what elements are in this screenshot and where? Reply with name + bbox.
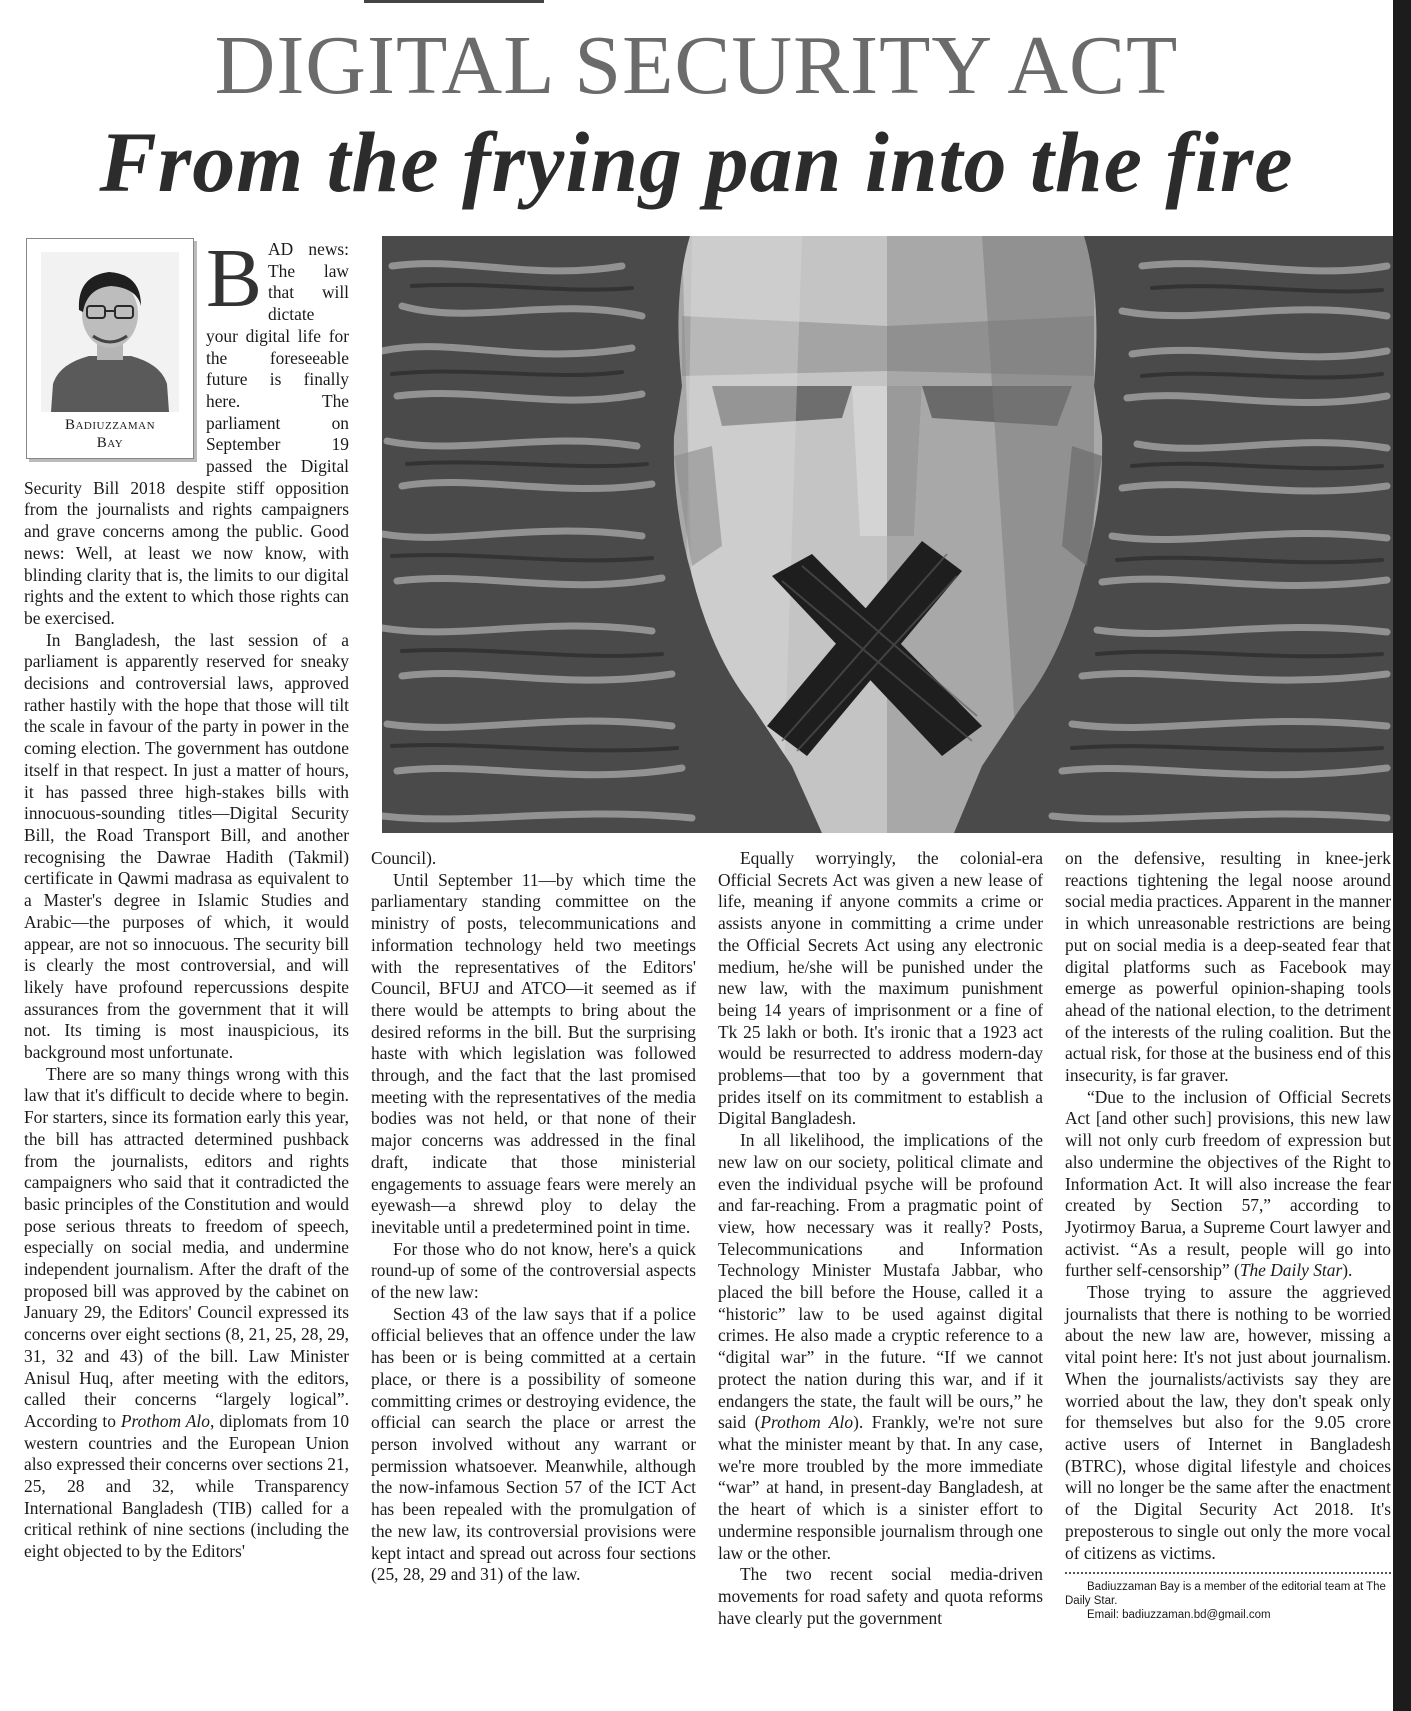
paragraph: Until September 11—by which time the parliamentary standing committee on the ministry of posts, telecommunications and information technology held two meetings with the representatives of the Editors' Council, BFUJ and ATCO—it seemed as if there would be attempts to bring about the desired reforms in the bill. But the surprising haste with which legislation was followed through, and the fact that the last promised meeting with the representatives of the media bodies was not held, or that none of their major concerns was addressed in the final draft, indicate that those ministerial engagements to assuage fears were merely an eyewash—a shrewd ploy to delay the inevitable until a predetermined point in time. bbox=[371, 869, 696, 1237]
author-name: Badiuzzaman Bay bbox=[64, 417, 156, 451]
article-column-4 bbox=[1065, 848, 1391, 1622]
article-column-2 bbox=[371, 848, 696, 1586]
paragraph-continued: Council). bbox=[371, 848, 437, 868]
author-email: Email: badiuzzaman.bd@gmail.com bbox=[1087, 1609, 1271, 1622]
top-rule bbox=[364, 0, 544, 3]
illustration-gagged-face bbox=[382, 236, 1393, 833]
paragraph: There are so many things wrong with this law that it's difficult to decide where to begin. For starters, since its formation early this year, the bill has attracted determined pushback from the journalists, editors and rights campaigners who said that it contradicted the basic principles of the Constitution and would pose serious threats to freedom of speech, especially on social media, and undermine independent journalism. After the draft of the proposed bill was approved by the cabinet on January 29, the Editors' Council expressed its concerns over eight sections (8, 21, 25, 28, 29, 31, 32 and 43) of the bill. Law Minister Anisul Huq, after meeting with the editors, called their concerns “largely logical”. According to Prothom Alo, diplomats from 10 western countries and the European Union also expressed their concerns over sections 21, 25, 28 and 32, while Transparency International Bangladesh (TIB) called for a critical rethink of nine sections (including the eight objected to by the Editors' bbox=[24, 1063, 350, 1562]
paragraph: “Due to the inclusion of Official Secrets Act [and other such] provisions, this new law will not only curb freedom of expression but also undermine the objectives of the Right to Information Act. It will also increase the fear created by Section 57,” according to Jyotirmoy Barua, a Supreme Court lawyer and activist. “As a result, people will go into further self-censorship” (The Daily Star). bbox=[1065, 1086, 1391, 1281]
paragraph: Section 43 of the law says that if a police official believes that an offence under the law has been or is being committed at a certain place, or there is a possibility of someone committing crimes or destroying evidence, the official can search the place or arrest the person involved without any warrant or permission whatsoever. Meanwhile, although the now-infamous Section 57 of the ICT Act has been repealed with the promulgation of the new law, its controversial provisions were kept intact and spread out across four sections (25, 28, 29 and 31) of the law. bbox=[371, 1303, 696, 1585]
paragraph: Those trying to assure the aggrieved journalists that there is nothing to be worried about the new law are, however, missing a vital point here: It's not just about journalism. When the journalists/activists say they are worried about the law, they don't speak only for themselves but also for the 9.05 crore active users of Internet in Bangladesh (BTRC), whose digital lifestyle and choices will no longer be the same after the enactment of the Digital Security Act 2018. It's preposterous to single out only the more vocal of citizens as victims. bbox=[1065, 1282, 1391, 1563]
drop-cap: B bbox=[206, 232, 263, 325]
paragraph: Equally worryingly, the colonial-era Official Secrets Act was given a new lease of life, meaning if anyone commits a crime or assists anyone in committing a crime under the Official Secrets Act using any electronic medium, he/she will be punished under the new law, with the maximum punishment being 14 years of imprisonment or a fine of Tk 25 lakh or both. It's ironic that a 1923 act would be resurrected to address modern-day problems—that too by a government that prides itself on its commitment to establish a Digital Bangladesh. bbox=[718, 848, 1043, 1129]
paragraph-continued: on the defensive, resulting in knee-jerk reactions tightening the legal noose around social media practices. Apparent in the manner in which unreasonable restrictions are being put on social media is a deep-seated fear that digital platforms such as Facebook may emerge as powerful opinion-shaping tools ahead of the national election, to the detriment of the interests of the ruling coalition. But the actual risk, for those at the business end of this insecurity, is far graver. bbox=[1065, 848, 1391, 1086]
divider bbox=[1065, 1572, 1391, 1574]
author-photo bbox=[41, 252, 179, 412]
section-kicker: DIGITAL SECURITY ACT bbox=[214, 19, 1179, 112]
paragraph-intro: AD news: The law that will dictate your digital life for the foreseeable future is finally here. The parliament on September 19 passed the Digital Security Bill 2018 despite stiff opposition from the journalists and rights campaigners and grave concerns among the public. Good news: Well, at least we now know, with blinding clarity that is, the limits to our digital rights and the extent to which those rights can be exercised. bbox=[24, 239, 349, 628]
article-column-3 bbox=[718, 848, 1043, 1629]
paragraph: For those who do not know, here's a quick round-up of some of the controversial aspects of the new law: bbox=[371, 1238, 696, 1303]
author-bio: Badiuzzaman Bay is a member of the editorial team at The Daily Star. bbox=[1065, 1581, 1386, 1608]
paragraph: The two recent social media-driven movements for road safety and quota reforms have clearly put the government bbox=[718, 1564, 1043, 1628]
headline: From the frying pan into the fire bbox=[99, 114, 1294, 210]
page-edge-shadow bbox=[1393, 0, 1411, 1711]
paragraph: In all likelihood, the implications of the new law on our society, political climate and even the individual psyche will be profound and far-reaching. From a pragmatic point of view, how necessary was it really? Posts, Telecommunications and Information Technology Minister Mustafa Jabbar, who placed the bill before the House, called it a “historic” law to be used against digital crimes. He also made a cryptic reference to a “digital war” in the future. “If we cannot protect the nation during this war, and if it endangers the state, the fault will be ours,” he said (Prothom Alo). Frankly, we're not sure what the minister meant by that. In any case, we're more troubled by the more immediate “war” at hand, in present-day Bangladesh, at the heart of which is a sinister effort to undermine responsible journalism through one law or the other. bbox=[718, 1130, 1044, 1563]
article-column-1 bbox=[24, 232, 350, 1563]
author-box bbox=[26, 238, 194, 459]
paragraph: In Bangladesh, the last session of a parliament is apparently reserved for sneaky decisions and controversial laws, approved rather hastily with the hope that those will tilt the scale in favour of the party in power in the coming election. The government has outdone itself in that respect. In just a matter of hours, it has passed three high-stakes bills with innocuous-sounding titles—Digital Security Bill, the Road Transport Bill, and another recognising the Dawrae Hadith (Takmil) certificate in Qawmi madrasa as equivalent to a Master's degree in Islamic Studies and Arabic—the purposes of which, it would appear, are not so innocuous. The security bill is clearly the most controversial, and will likely have profound repercussions despite assurances from the government that it will not. Its timing is most inauspicious, its background most unfortunate. bbox=[24, 629, 349, 1063]
